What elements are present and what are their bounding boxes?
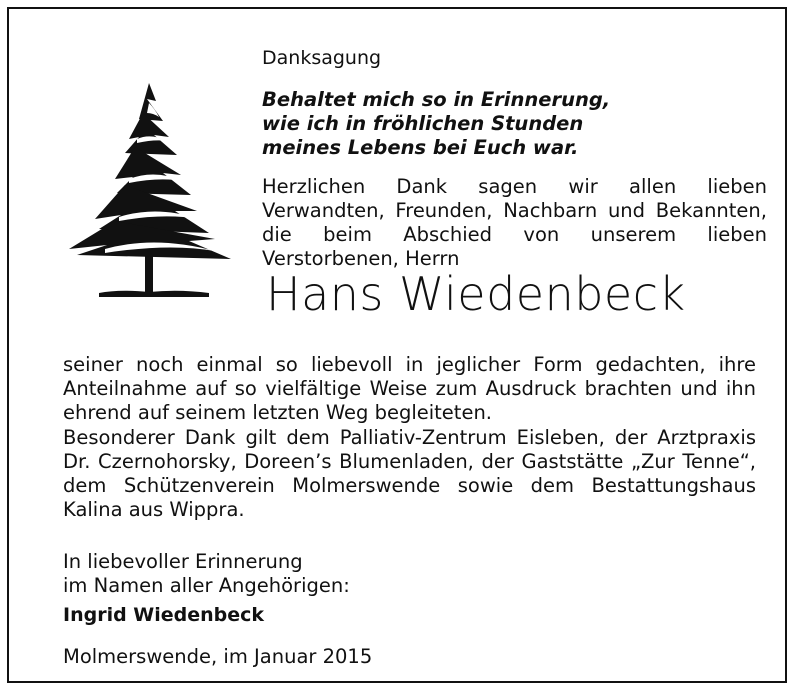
closing-line: im Namen aller Angehörigen: (63, 574, 350, 597)
deceased-name: Hans Wiedenbeck (266, 267, 686, 321)
quote-line: wie ich in fröhlichen Stunden (262, 112, 584, 135)
body-paragraph: Besonderer Dank gilt dem Palliativ-Zentrum Eisleben, der Arztpraxis Dr. Czernohorsky, Doreen’s Blumenladen, der Gaststätte „Zur Tenne“, dem Schützenverein Molmerswende sowie dem Bestattungshaus Kalina aus Wippra. (63, 425, 756, 522)
fir-tree-icon (59, 79, 244, 304)
closing-line: In liebevoller Erinnerung (63, 550, 303, 573)
signer-name: Ingrid Wiedenbeck (63, 604, 265, 626)
heading: Danksagung (262, 47, 382, 69)
place-date: Molmerswende, im Januar 2015 (63, 645, 373, 668)
quote-line: Behaltet mich so in Erinnerung, (262, 88, 611, 111)
closing (63, 550, 350, 598)
intro-text: Herzlichen Dank sagen wir allen lieben Verwandten, Freunden, Nachbarn und Bekannten, die beim Abschied von unserem lieben Verstorbenen, Herrn (262, 175, 767, 270)
quote-line: meines Lebens bei Euch war. (262, 136, 579, 159)
body-paragraph: seiner noch einmal so liebevoll in jeglicher Form gedachten, ihre Anteilnahme auf so vielfältige Weise zum Ausdruck brachten und ihn ehrend auf seinem letzten Weg begleiteten. (63, 353, 756, 425)
notice-frame (7, 7, 787, 683)
body-text (63, 353, 756, 522)
quote (262, 88, 767, 160)
